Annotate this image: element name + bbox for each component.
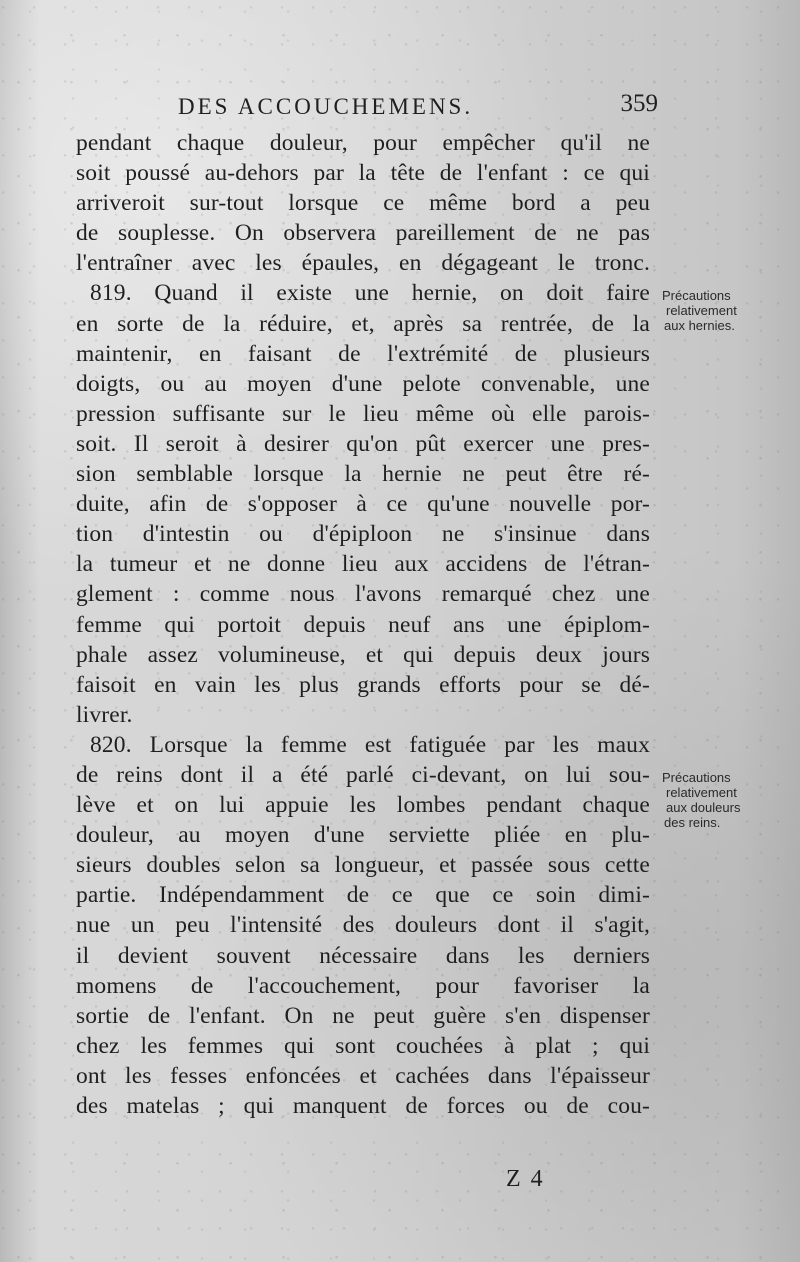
signature-mark: Z 4 — [506, 1166, 545, 1192]
main-text-block — [76, 128, 650, 1121]
margin-note-line: Précautions — [662, 770, 731, 785]
margin-note-hernies — [662, 288, 737, 333]
page-number: 359 — [620, 90, 658, 117]
text-line: de souplesse. On observera pareillement de ne pas — [76, 220, 650, 247]
text-line: phale assez volumineuse, et qui depuis deux jours — [76, 641, 650, 668]
margin-note-line: aux douleurs — [666, 800, 741, 815]
text-line: faisoit en vain les plus grands efforts pour se dé- — [76, 671, 650, 698]
text-line: en sorte de la réduire, et, après sa rentrée, de la — [76, 310, 650, 337]
text-line: livrer. — [76, 701, 133, 728]
text-line: pendant chaque douleur, pour empêcher qu'il ne — [76, 130, 650, 156]
text-line: 819. Quand il existe une hernie, on doit faire — [90, 280, 650, 307]
margin-note-reins — [662, 770, 740, 830]
margin-note-line: des reins. — [664, 815, 721, 830]
text-line: des matelas ; qui manquent de forces ou de cou- — [76, 1093, 650, 1119]
text-line: l'entraîner avec les épaules, en dégageant le tronc. — [76, 250, 650, 277]
text-line: doigts, ou au moyen d'une pelote convenable, une — [76, 370, 650, 397]
text-line: la tumeur et ne donne lieu aux accidens de l'étran- — [76, 551, 650, 578]
text-line: nue un peu l'intensité des douleurs dont il s'agit, — [76, 912, 650, 939]
text-line: sortie de l'enfant. On ne peut guère s'en dispenser — [76, 1002, 650, 1029]
margin-note-line: relativement — [666, 785, 737, 800]
text-line: duite, afin de s'opposer à ce qu'une nouvelle por- — [76, 491, 650, 518]
text-line: il devient souvent nécessaire dans les derniers — [76, 942, 650, 969]
text-line: pression suffisante sur le lieu même où elle parois- — [76, 400, 650, 427]
text-line: femme qui portoit depuis neuf ans une épiplom- — [76, 611, 650, 638]
text-line: sieurs doubles selon sa longueur, et passée sous cette — [76, 852, 650, 879]
text-line: soit. Il seroit à desirer qu'on pût exercer une pres- — [76, 430, 650, 457]
text-line: partie. Indépendamment de ce que ce soin dimi- — [76, 882, 650, 909]
margin-note-line: relativement — [666, 303, 737, 318]
text-line: arriveroit sur-tout lorsque ce même bord a peu — [76, 190, 650, 217]
text-line: de reins dont il a été parlé ci-devant, on lui sou- — [76, 761, 650, 788]
text-line: chez les femmes qui sont couchées à plat ; qui — [76, 1032, 650, 1059]
text-line: glement : comme nous l'avons remarqué chez une — [76, 581, 650, 608]
text-line: lève et on lui appuie les lombes pendant chaque — [76, 792, 650, 819]
text-line: maintenir, en faisant de l'extrémité de plusieurs — [76, 340, 650, 367]
text-line: douleur, au moyen d'une serviette pliée en plu- — [76, 822, 650, 849]
text-line: tion d'intestin ou d'épiploon ne s'insinue dans — [76, 521, 650, 548]
text-line: momens de l'accouchement, pour favoriser la — [76, 972, 650, 999]
margin-note-line: aux hernies. — [664, 318, 735, 333]
text-line: sion semblable lorsque la hernie ne peut être ré- — [76, 461, 650, 488]
text-line: soit poussé au-dehors par la tête de l'enfant : ce qui — [76, 160, 650, 187]
page-header — [178, 90, 658, 122]
text-line: ont les fesses enfoncées et cachées dans l'épaisseur — [76, 1062, 650, 1089]
margin-note-line: Précautions — [662, 288, 731, 303]
text-line: 820. Lorsque la femme est fatiguée par les maux — [90, 731, 650, 758]
running-title: DES ACCOUCHEMENS. — [178, 94, 474, 119]
